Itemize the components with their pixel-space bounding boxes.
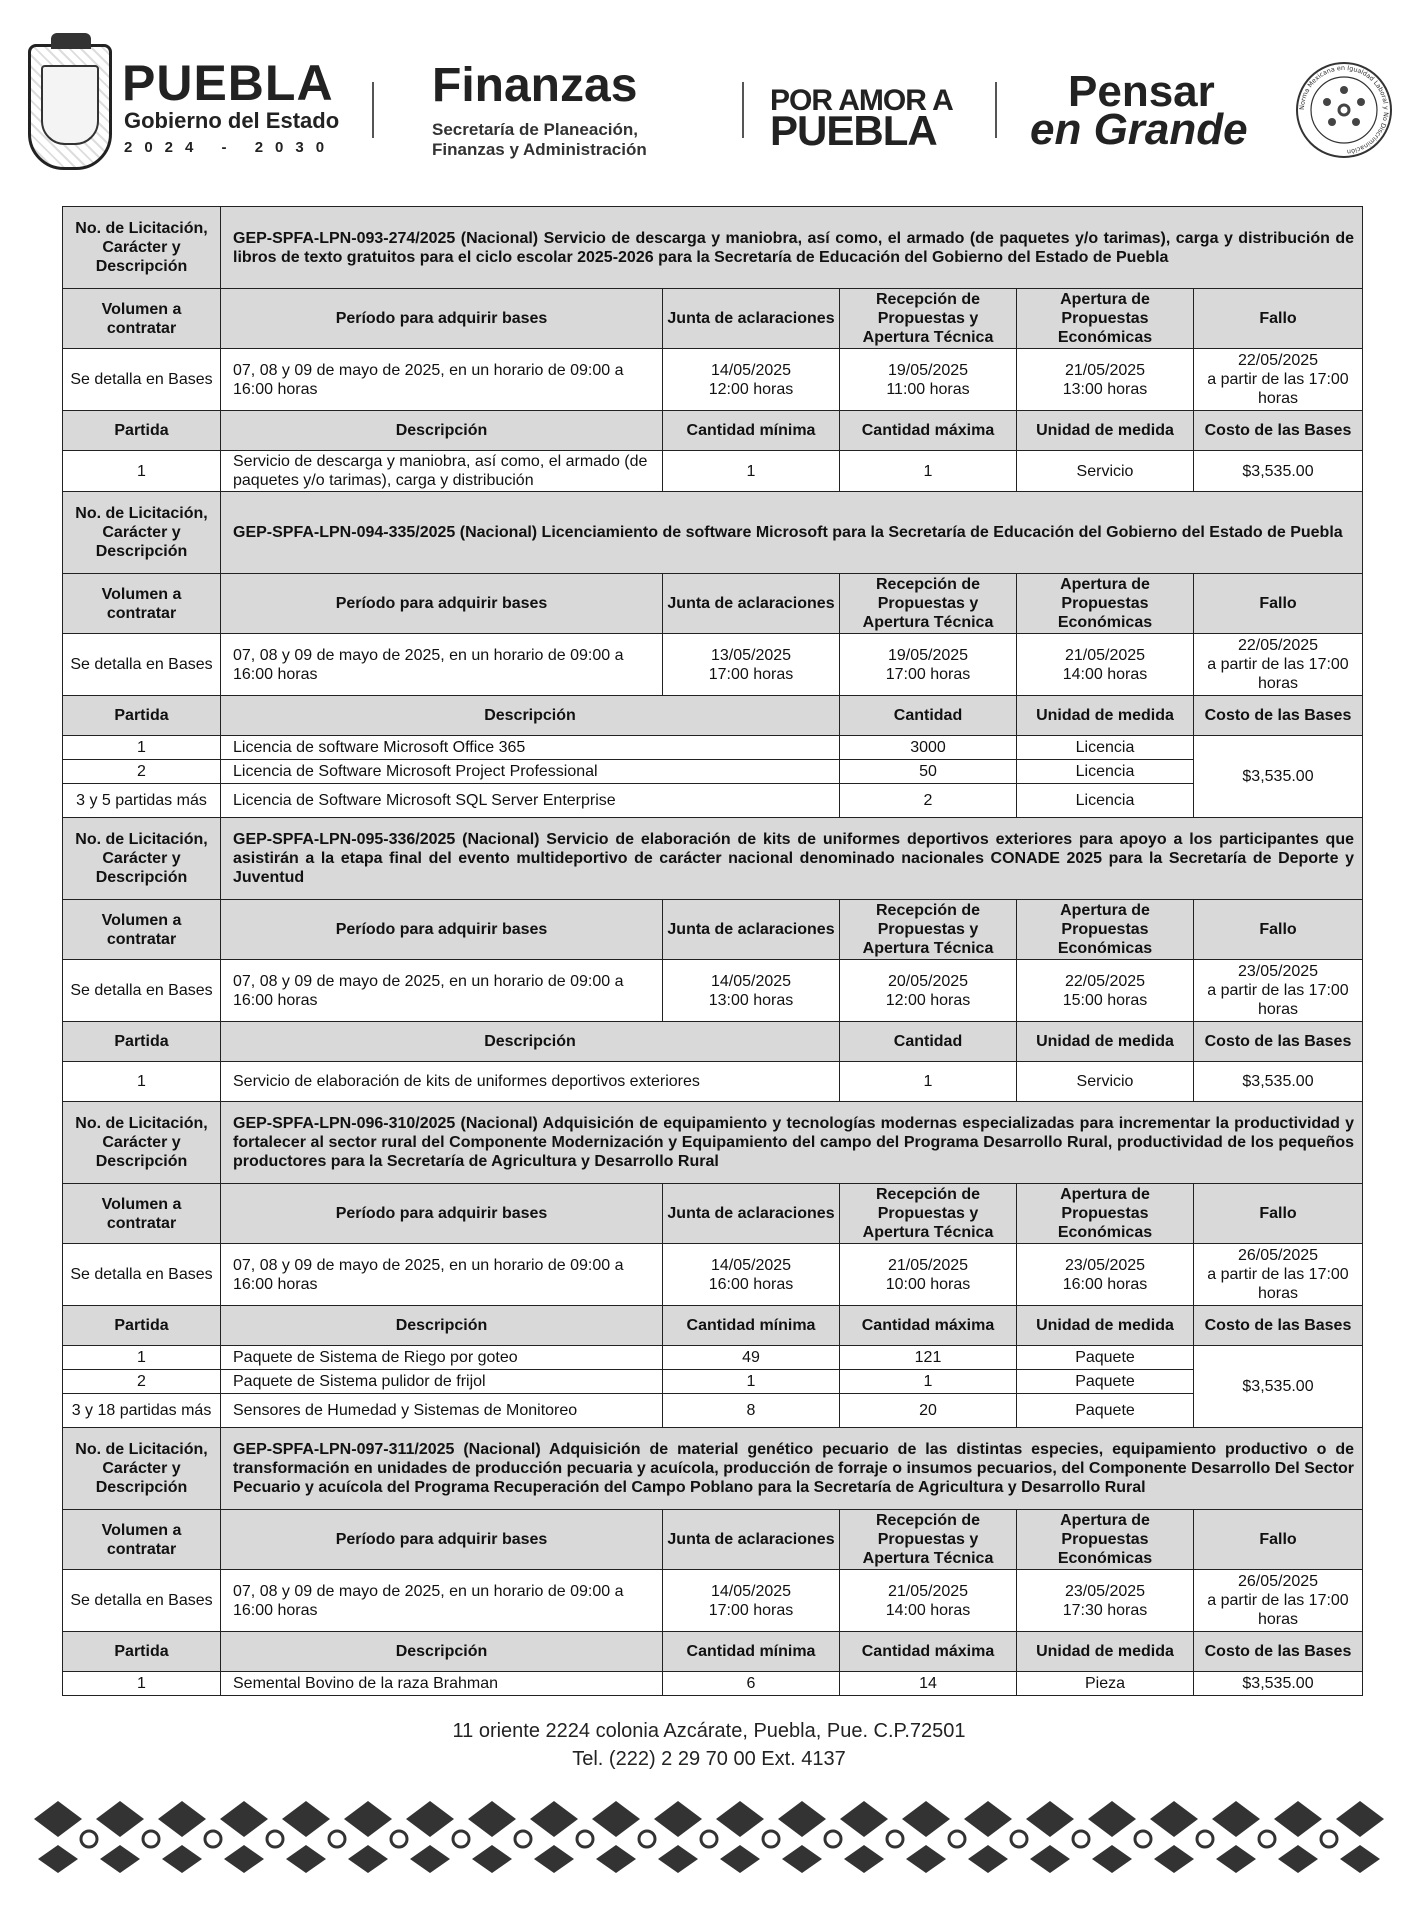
partida-number: 1 [63, 1062, 221, 1102]
volumen-value: Se detalla en Bases [63, 1244, 221, 1306]
header-divider [995, 82, 997, 138]
cantidad-minima-value: 6 [663, 1672, 840, 1696]
recepcion-time: 11:00 horas [886, 380, 970, 398]
partida-description: Licencia de Software Microsoft SQL Server Enterprise [221, 784, 840, 818]
border-motif [716, 1801, 764, 1873]
partidas-header-row [63, 696, 1363, 736]
volumen-label: Volumen a contratar [63, 1184, 221, 1244]
recepcion-time: 17:00 horas [885, 665, 971, 683]
descripcion-label: Descripción [221, 411, 663, 451]
periodo-value: 07, 08 y 09 de mayo de 2025, en un horario de 09:00 a 16:00 horas [221, 634, 663, 696]
igualdad-laboral-seal-icon [1294, 60, 1394, 160]
border-ring [639, 1831, 655, 1847]
partida-number: 1 [63, 736, 221, 760]
fallo-value [1194, 1244, 1363, 1306]
descripcion-label: Descripción [221, 1022, 840, 1062]
border-ring [515, 1831, 531, 1847]
costo-value: $3,535.00 [1194, 451, 1363, 492]
partidas-header-row [63, 1632, 1363, 1672]
recepcion-label: Recepción de Propuestas y Apertura Técnica [840, 1184, 1017, 1244]
schedule-values-row [63, 349, 1363, 411]
finanzas-line-1: Secretaría de Planeación, [432, 120, 638, 139]
partida-label: Partida [63, 1306, 221, 1346]
cantidad-minima-label: Cantidad mínima [663, 1306, 840, 1346]
por-amor-a-line: POR AMOR A [770, 84, 953, 117]
unidad-label: Unidad de medida [1017, 1632, 1194, 1672]
volumen-value: Se detalla en Bases [63, 349, 221, 411]
border-motif [158, 1801, 206, 1873]
unidad-value: Paquete [1017, 1394, 1194, 1428]
partida-description: Licencia de software Microsoft Office 365 [221, 736, 840, 760]
schedule-values-row [63, 960, 1363, 1022]
border-ring [329, 1831, 345, 1847]
no-licitacion-label: No. de Licitación, Carácter y Descripción [63, 1428, 221, 1510]
costo-label: Costo de las Bases [1194, 1632, 1363, 1672]
junta-date: 14/05/2025 [710, 361, 792, 379]
apertura-time: 17:30 horas [1062, 1601, 1148, 1619]
partida-number: 3 y 5 partidas más [63, 784, 221, 818]
junta-label: Junta de aclaraciones [663, 1510, 840, 1570]
footer-address: 11 oriente 2224 colonia Azcárate, Puebla, Pue. C.P.72501 [452, 1720, 966, 1742]
apertura-value [1017, 1244, 1194, 1306]
partida-row [63, 451, 1363, 492]
partida-description: Servicio de descarga y maniobra, así como, el armado (de paquetes y/o tarimas), carga y distribución [221, 451, 663, 492]
periodo-label: Período para adquirir bases [221, 1184, 663, 1244]
header-divider [742, 82, 744, 138]
finanzas-title: Finanzas [432, 59, 638, 112]
apertura-label: Apertura de Propuestas Económicas [1017, 1184, 1194, 1244]
border-motif [1026, 1801, 1074, 1873]
border-motif [468, 1801, 516, 1873]
costo-value: $3,535.00 [1194, 736, 1363, 818]
volumen-value: Se detalla en Bases [63, 1570, 221, 1632]
periodo-value: 07, 08 y 09 de mayo de 2025, en un horario de 09:00 a 16:00 horas [221, 960, 663, 1022]
border-motif [592, 1801, 640, 1873]
licitacion-description: GEP-SPFA-LPN-097-311/2025 (Nacional) Adquisición de material genético pecuario de las distintas especies, equipamiento productivo o de transformación en unidades de producción pecuaria y acuícola, producción de forraje o insumos pecuarios, del Componente Desarrollo Del Sector Pecuario y acuícola del Programa Recuperación del Campo Poblano para la Secretaría de Agricultura y Desarrollo Rural [221, 1428, 1363, 1510]
partida-label: Partida [63, 1632, 221, 1672]
fallo-time: a partir de las 17:00 horas [1207, 1592, 1349, 1628]
apertura-date: 23/05/2025 [1064, 1256, 1146, 1274]
fallo-date: 22/05/2025 [1237, 637, 1319, 654]
cantidad-label: Cantidad [840, 696, 1017, 736]
apertura-date: 21/05/2025 [1064, 646, 1146, 664]
fallo-label: Fallo [1194, 289, 1363, 349]
svg-text:Norma Mexicana en Igualdad Lab [1298, 64, 1390, 156]
fallo-date: 22/05/2025 [1237, 352, 1319, 369]
apertura-date: 22/05/2025 [1064, 972, 1146, 990]
junta-label: Junta de aclaraciones [663, 289, 840, 349]
fallo-date: 23/05/2025 [1237, 963, 1319, 980]
cantidad-value: 50 [840, 760, 1017, 784]
unidad-value: Licencia [1017, 736, 1194, 760]
border-ring [453, 1831, 469, 1847]
cantidad-minima-value: 8 [663, 1394, 840, 1428]
recepcion-value [840, 634, 1017, 696]
volumen-label: Volumen a contratar [63, 289, 221, 349]
volumen-label: Volumen a contratar [63, 900, 221, 960]
cantidad-minima-label: Cantidad mínima [663, 411, 840, 451]
junta-time: 17:00 horas [708, 665, 794, 683]
licitacion-header-row [63, 1102, 1363, 1184]
licitacion-description: GEP-SPFA-LPN-096-310/2025 (Nacional) Adquisición de equipamiento y tecnologías modernas especializadas para incrementar la productividad y fortalecer al sector rural del Componente Modernización y Equipamiento del campo del Programa Desarrollo Rural, productividad de los pequeños productores para la Secretaría de Agricultura y Desarrollo Rural [221, 1102, 1363, 1184]
periodo-label: Período para adquirir bases [221, 574, 663, 634]
partida-description: Paquete de Sistema pulidor de frijol [221, 1370, 663, 1394]
cantidad-maxima-value: 14 [840, 1672, 1017, 1696]
volumen-label: Volumen a contratar [63, 574, 221, 634]
recepcion-value [840, 960, 1017, 1022]
fallo-label: Fallo [1194, 574, 1363, 634]
apertura-time: 15:00 horas [1062, 991, 1148, 1009]
descripcion-label: Descripción [221, 1306, 663, 1346]
partida-label: Partida [63, 696, 221, 736]
licitacion-header-row [63, 207, 1363, 289]
puebla-years: 2024 - 2030 [124, 139, 337, 156]
fallo-value [1194, 634, 1363, 696]
costo-label: Costo de las Bases [1194, 1022, 1363, 1062]
border-ring [949, 1831, 965, 1847]
costo-value: $3,535.00 [1194, 1062, 1363, 1102]
border-motif [1274, 1801, 1322, 1873]
periodo-value: 07, 08 y 09 de mayo de 2025, en un horario de 09:00 a 16:00 horas [221, 1244, 663, 1306]
junta-time: 13:00 horas [708, 991, 794, 1009]
licitaciones-table [62, 206, 1363, 1696]
apertura-value [1017, 1570, 1194, 1632]
apertura-date: 21/05/2025 [1064, 361, 1146, 379]
periodo-label: Período para adquirir bases [221, 900, 663, 960]
unidad-value: Licencia [1017, 784, 1194, 818]
puebla-coat-of-arms-icon [28, 44, 112, 170]
cantidad-minima-value: 49 [663, 1346, 840, 1370]
partida-row [63, 1062, 1363, 1102]
finanzas-line-2: Finanzas y Administración [432, 140, 647, 159]
junta-value [663, 634, 840, 696]
apertura-value [1017, 960, 1194, 1022]
fallo-date: 26/05/2025 [1237, 1573, 1319, 1590]
finanzas-subtitle [432, 120, 647, 160]
seal-text: Norma Mexicana en Igualdad Laboral y No Discriminación [1297, 63, 1391, 156]
apertura-time: 13:00 horas [1062, 380, 1148, 398]
junta-date: 14/05/2025 [710, 1256, 792, 1274]
unidad-value: Servicio [1017, 1062, 1194, 1102]
periodo-label: Período para adquirir bases [221, 289, 663, 349]
fallo-date: 26/05/2025 [1237, 1247, 1319, 1264]
border-motif [530, 1801, 578, 1873]
recepcion-label: Recepción de Propuestas y Apertura Técnica [840, 574, 1017, 634]
fallo-value [1194, 349, 1363, 411]
apertura-label: Apertura de Propuestas Económicas [1017, 574, 1194, 634]
no-licitacion-label: No. de Licitación, Carácter y Descripción [63, 1102, 221, 1184]
no-licitacion-label: No. de Licitación, Carácter y Descripción [63, 207, 221, 289]
descripcion-label: Descripción [221, 1632, 663, 1672]
cantidad-minima-value: 1 [663, 1370, 840, 1394]
junta-label: Junta de aclaraciones [663, 900, 840, 960]
partida-row [63, 1346, 1363, 1370]
volumen-value: Se detalla en Bases [63, 634, 221, 696]
border-motif [654, 1801, 702, 1873]
border-motif [344, 1801, 392, 1873]
costo-label: Costo de las Bases [1194, 1306, 1363, 1346]
periodo-label: Período para adquirir bases [221, 1510, 663, 1570]
licitacion-header-row [63, 492, 1363, 574]
partida-row [63, 1394, 1363, 1428]
header-divider [372, 82, 374, 138]
partida-row [63, 1370, 1363, 1394]
page-header [0, 0, 1418, 200]
partida-number: 1 [63, 1672, 221, 1696]
border-ring [701, 1831, 717, 1847]
costo-label: Costo de las Bases [1194, 411, 1363, 451]
costo-value: $3,535.00 [1194, 1672, 1363, 1696]
fallo-label: Fallo [1194, 1184, 1363, 1244]
partida-description: Servicio de elaboración de kits de uniformes deportivos exteriores [221, 1062, 840, 1102]
partidas-header-row [63, 1306, 1363, 1346]
partida-number: 1 [63, 1346, 221, 1370]
apertura-time: 16:00 horas [1062, 1275, 1148, 1293]
partida-description: Licencia de Software Microsoft Project Professional [221, 760, 840, 784]
apertura-date: 23/05/2025 [1064, 1582, 1146, 1600]
footer-contact [0, 1717, 1418, 1773]
unidad-label: Unidad de medida [1017, 1306, 1194, 1346]
cantidad-maxima-value: 121 [840, 1346, 1017, 1370]
footer-phone: Tel. (222) 2 29 70 00 Ext. 4137 [572, 1748, 846, 1770]
fallo-time: a partir de las 17:00 horas [1207, 371, 1349, 407]
apertura-label: Apertura de Propuestas Económicas [1017, 1510, 1194, 1570]
schedule-header-row [63, 574, 1363, 634]
cantidad-maxima-value: 20 [840, 1394, 1017, 1428]
cantidad-maxima-value: 1 [840, 451, 1017, 492]
periodo-value: 07, 08 y 09 de mayo de 2025, en un horario de 09:00 a 16:00 horas [221, 1570, 663, 1632]
unidad-value: Servicio [1017, 451, 1194, 492]
border-motif [1212, 1801, 1260, 1873]
fallo-value [1194, 1570, 1363, 1632]
border-ring [267, 1831, 283, 1847]
junta-label: Junta de aclaraciones [663, 574, 840, 634]
junta-time: 17:00 horas [708, 1601, 794, 1619]
unidad-label: Unidad de medida [1017, 696, 1194, 736]
junta-date: 13/05/2025 [710, 646, 792, 664]
apertura-label: Apertura de Propuestas Económicas [1017, 289, 1194, 349]
junta-value [663, 1570, 840, 1632]
puebla-slogan-line: PUEBLA [770, 107, 937, 154]
junta-time: 12:00 horas [708, 380, 794, 398]
fallo-time: a partir de las 17:00 horas [1207, 982, 1349, 1018]
border-motif [902, 1801, 950, 1873]
cantidad-maxima-label: Cantidad máxima [840, 1632, 1017, 1672]
recepcion-date: 19/05/2025 [887, 646, 969, 664]
junta-time: 16:00 horas [708, 1275, 794, 1293]
recepcion-label: Recepción de Propuestas y Apertura Técnica [840, 289, 1017, 349]
unidad-value: Paquete [1017, 1370, 1194, 1394]
partida-number: 2 [63, 1370, 221, 1394]
recepcion-time: 14:00 horas [885, 1601, 971, 1619]
no-licitacion-label: No. de Licitación, Carácter y Descripción [63, 492, 221, 574]
partidas-header-row [63, 411, 1363, 451]
junta-label: Junta de aclaraciones [663, 1184, 840, 1244]
partida-label: Partida [63, 411, 221, 451]
partida-row [63, 1672, 1363, 1696]
partida-label: Partida [63, 1022, 221, 1062]
partida-number: 2 [63, 760, 221, 784]
cantidad-value: 3000 [840, 736, 1017, 760]
border-motif [34, 1801, 82, 1873]
unidad-label: Unidad de medida [1017, 1022, 1194, 1062]
border-motif [282, 1801, 330, 1873]
border-ring [205, 1831, 221, 1847]
partida-description: Sensores de Humedad y Sistemas de Monitoreo [221, 1394, 663, 1428]
fallo-value [1194, 960, 1363, 1022]
junta-date: 14/05/2025 [710, 972, 792, 990]
periodo-value: 07, 08 y 09 de mayo de 2025, en un horario de 09:00 a 16:00 horas [221, 349, 663, 411]
recepcion-time: 12:00 horas [885, 991, 971, 1009]
licitacion-description: GEP-SPFA-LPN-094-335/2025 (Nacional) Licenciamiento de software Microsoft para la Secretaría de Educación del Gobierno del Estado de Puebla [221, 492, 1363, 574]
unidad-value: Pieza [1017, 1672, 1194, 1696]
border-ring [1321, 1831, 1337, 1847]
cantidad-value: 1 [840, 1062, 1017, 1102]
partida-description: Paquete de Sistema de Riego por goteo [221, 1346, 663, 1370]
apertura-value [1017, 634, 1194, 696]
recepcion-value [840, 1570, 1017, 1632]
puebla-title: PUEBLA [122, 55, 334, 111]
schedule-header-row [63, 1184, 1363, 1244]
costo-value: $3,535.00 [1194, 1346, 1363, 1428]
junta-date: 14/05/2025 [710, 1582, 792, 1600]
fallo-label: Fallo [1194, 900, 1363, 960]
schedule-values-row [63, 1570, 1363, 1632]
no-licitacion-label: No. de Licitación, Carácter y Descripción [63, 818, 221, 900]
partida-description: Semental Bovino de la raza Brahman [221, 1672, 663, 1696]
recepcion-value [840, 1244, 1017, 1306]
border-motif [840, 1801, 888, 1873]
descripcion-label: Descripción [221, 696, 840, 736]
partida-row [63, 784, 1363, 818]
border-ring [81, 1831, 97, 1847]
border-motif [406, 1801, 454, 1873]
volumen-value: Se detalla en Bases [63, 960, 221, 1022]
schedule-values-row [63, 1244, 1363, 1306]
border-ring [391, 1831, 407, 1847]
border-motif [220, 1801, 268, 1873]
unidad-label: Unidad de medida [1017, 411, 1194, 451]
schedule-header-row [63, 289, 1363, 349]
cantidad-value: 2 [840, 784, 1017, 818]
border-motif [1336, 1801, 1384, 1873]
recepcion-date: 21/05/2025 [887, 1582, 969, 1600]
schedule-values-row [63, 634, 1363, 696]
cantidad-minima-label: Cantidad mínima [663, 1632, 840, 1672]
licitacion-description: GEP-SPFA-LPN-093-274/2025 (Nacional) Servicio de descarga y maniobra, así como, el armado (de paquetes y/o tarimas), carga y distribución de libros de texto gratuitos para el ciclo escolar 2025-2026 para la Secretaría de Educación del Gobierno del Estado de Puebla [221, 207, 1363, 289]
apertura-value [1017, 349, 1194, 411]
puebla-subtitle: Gobierno del Estado [124, 108, 340, 133]
border-ring [1073, 1831, 1089, 1847]
border-ring [825, 1831, 841, 1847]
partida-number: 3 y 18 partidas más [63, 1394, 221, 1428]
cantidad-label: Cantidad [840, 1022, 1017, 1062]
border-ring [143, 1831, 159, 1847]
partidas-header-row [63, 1022, 1363, 1062]
schedule-header-row [63, 900, 1363, 960]
unidad-value: Licencia [1017, 760, 1194, 784]
junta-value [663, 1244, 840, 1306]
engrande-logo-text: en Grande [1030, 105, 1248, 154]
partida-row [63, 736, 1363, 760]
licitacion-header-row [63, 818, 1363, 900]
cantidad-minima-value: 1 [663, 451, 840, 492]
border-motif [1088, 1801, 1136, 1873]
border-ring [763, 1831, 779, 1847]
recepcion-label: Recepción de Propuestas y Apertura Técnica [840, 1510, 1017, 1570]
cantidad-maxima-label: Cantidad máxima [840, 411, 1017, 451]
cantidad-maxima-value: 1 [840, 1370, 1017, 1394]
junta-value [663, 349, 840, 411]
border-ring [577, 1831, 593, 1847]
border-motif [778, 1801, 826, 1873]
fallo-time: a partir de las 17:00 horas [1207, 1266, 1349, 1302]
recepcion-date: 20/05/2025 [887, 972, 969, 990]
recepcion-date: 21/05/2025 [887, 1256, 969, 1274]
schedule-header-row [63, 1510, 1363, 1570]
pensar-logo-text: Pensar [1068, 67, 1215, 116]
border-ring [1011, 1831, 1027, 1847]
recepcion-time: 10:00 horas [885, 1275, 971, 1293]
border-motif [1150, 1801, 1198, 1873]
border-motif [964, 1801, 1012, 1873]
border-ring [1259, 1831, 1275, 1847]
recepcion-label: Recepción de Propuestas y Apertura Técnica [840, 900, 1017, 960]
recepcion-value [840, 349, 1017, 411]
fallo-label: Fallo [1194, 1510, 1363, 1570]
cantidad-maxima-label: Cantidad máxima [840, 1306, 1017, 1346]
costo-label: Costo de las Bases [1194, 696, 1363, 736]
border-ring [1197, 1831, 1213, 1847]
licitacion-header-row [63, 1428, 1363, 1510]
licitacion-description: GEP-SPFA-LPN-095-336/2025 (Nacional) Servicio de elaboración de kits de uniformes deportivos exteriores para apoyo a los participantes que asistirán a la etapa final del evento multideportivo de carácter nacional denominado nacionales CONADE 2025 para la Secretaría de Deporte y Juventud [221, 818, 1363, 900]
unidad-value: Paquete [1017, 1346, 1194, 1370]
fallo-time: a partir de las 17:00 horas [1207, 656, 1349, 692]
decorative-pattern-border [28, 1795, 1390, 1875]
partida-row [63, 760, 1363, 784]
border-ring [887, 1831, 903, 1847]
volumen-label: Volumen a contratar [63, 1510, 221, 1570]
apertura-label: Apertura de Propuestas Económicas [1017, 900, 1194, 960]
junta-value [663, 960, 840, 1022]
partida-number: 1 [63, 451, 221, 492]
border-motif [96, 1801, 144, 1873]
recepcion-date: 19/05/2025 [887, 361, 969, 379]
border-ring [1135, 1831, 1151, 1847]
apertura-time: 14:00 horas [1062, 665, 1148, 683]
